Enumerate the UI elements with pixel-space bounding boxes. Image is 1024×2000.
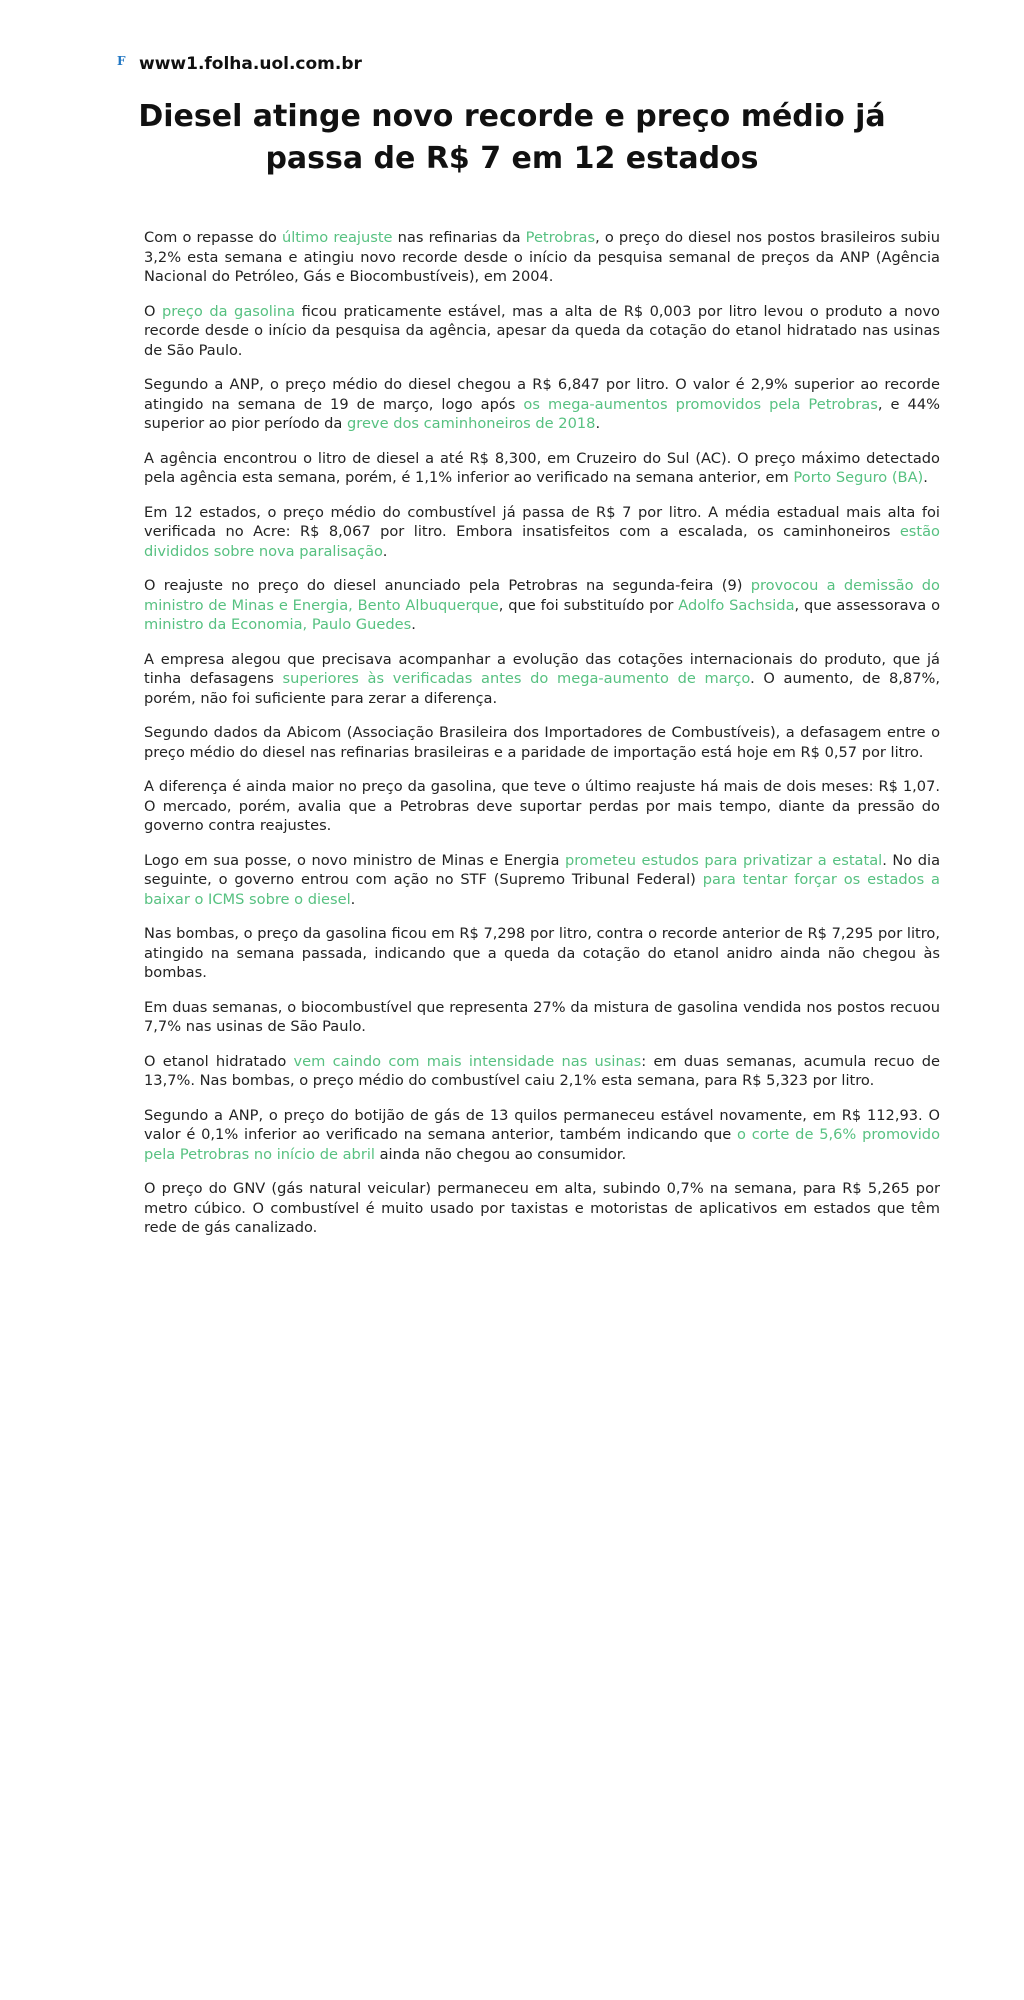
paragraph-text: Em 12 estados, o preço médio do combustível já passa de R$ 7 por litro. A média estadual mais alta foi verificada no Acre: R$ 8,067 por litro. Embora insatisfeitos com a escalada, os caminhoneiros <box>144 503 940 540</box>
paragraph-text: O <box>144 302 162 320</box>
paragraph-text: Segundo dados da Abicom (Associação Brasileira dos Importadores de Combustíveis), a defasagem entre o preço médio do diesel nas refinarias brasileiras e a paridade de importação está hoje em R$ 0,57 por litro. <box>144 724 940 761</box>
article-link[interactable]: greve dos caminhoneiros de 2018 <box>347 415 596 432</box>
paragraph-text: O reajuste no preço do diesel anunciado pela Petrobras na segunda-feira (9) <box>144 577 751 594</box>
article-paragraph <box>144 503 940 562</box>
paragraph-text: A empresa alegou que precisava acompanhar a evolução das cotações internacionais do produto, que já tinha defasagens <box>144 650 940 687</box>
paragraph-text: , que foi substituído por <box>498 596 679 614</box>
article-link[interactable]: Adolfo Sachsida <box>678 596 795 614</box>
paragraph-text: O preço do GNV (gás natural veicular) permaneceu em alta, subindo 0,7% na semana, para R$ 5,265 por metro cúbico. O combustível é muito usado por taxistas e motoristas de aplicativos em estados que têm rede de gás canalizado. <box>144 1180 940 1236</box>
article-paragraph <box>144 302 940 361</box>
article-paragraph <box>144 375 940 434</box>
paragraph-text: Com o repasse do <box>144 229 282 246</box>
paragraph-text: , e 44% superior ao pior período da <box>144 395 940 432</box>
paragraph-text: ainda não chegou ao consumidor. <box>374 1145 627 1163</box>
paragraph-text: , o preço do diesel nos postos brasileiros subiu 3,2% esta semana e atingiu novo recorde desde o início da pesquisa semanal de preços da ANP (Agência Nacional do Petróleo, Gás e Biocombustíveis), em 2004. <box>144 229 941 285</box>
article-paragraph <box>144 723 940 762</box>
paragraph-text: , que assessorava o <box>794 596 940 614</box>
paragraph-text: . <box>382 542 388 560</box>
paragraph-text: ficou praticamente estável, mas a alta de R$ 0,003 por litro levou o produto a novo recorde desde o início da pesquisa da agência, apesar da queda da cotação do etanol hidratado nas usinas de São Paulo. <box>144 302 940 359</box>
article-link[interactable]: Petrobras <box>525 229 596 246</box>
paragraph-text: Logo em sua posse, o novo ministro de Minas e Energia <box>144 851 565 869</box>
paragraph-text: A agência encontrou o litro de diesel a até R$ 8,300, em Cruzeiro do Sul (AC). O preço máximo detectado pela agência esta semana, porém, é 1,1% inferior ao verificado na semana anterior, em <box>144 449 940 486</box>
site-domain[interactable]: www1.folha.uol.com.br <box>139 54 362 74</box>
paragraph-text: . <box>411 616 416 633</box>
paragraph-text: Nas bombas, o preço da gasolina ficou em R$ 7,298 por litro, contra o recorde anterior de R$ 7,295 por litro, atingido na semana passada, indicando que a queda da cotação do etanol anidro ainda não chegou às bombas. <box>144 925 940 981</box>
folha-favicon-icon: F <box>117 54 126 68</box>
article-link[interactable]: os mega-aumentos promovidos pela Petrobras <box>523 395 878 413</box>
paragraph-text: Segundo a ANP, o preço médio do diesel chegou a R$ 6,847 por litro. O valor é 2,9% superior ao recorde atingido na semana de 19 de março, logo após <box>144 376 940 413</box>
paragraph-text: . <box>595 415 601 432</box>
paragraph-text: O etanol hidratado <box>144 1052 294 1070</box>
paragraph-text: A diferença é ainda maior no preço da gasolina, que teve o último reajuste há mais de dois meses: R$ 1,07. O mercado, porém, avalia que a Petrobras deve suportar perdas por mais tempo, diante da pressão do governo contra reajustes. <box>144 778 940 834</box>
article-link[interactable]: prometeu estudos para privatizar a estatal <box>564 851 883 869</box>
article-link[interactable]: ministro da Economia, Paulo Guedes <box>144 616 412 633</box>
article-link[interactable]: superiores às verificadas antes do mega-aumento de março <box>282 670 751 687</box>
article-link[interactable]: preço da gasolina <box>161 302 296 320</box>
article-paragraph <box>144 1106 940 1165</box>
paragraph-text: . No dia seguinte, o governo entrou com ação no STF (Supremo Tribunal Federal) <box>144 851 941 888</box>
article-title: Diesel atinge novo recorde e preço médio já passa de R$ 7 em 12 estados <box>138 99 886 176</box>
article-paragraph <box>144 924 940 983</box>
paragraph-text: . O aumento, de 8,87%, porém, não foi suficiente para zerar a diferença. <box>144 670 940 707</box>
article-paragraph <box>144 650 940 709</box>
article-paragraph <box>144 1052 940 1091</box>
article-paragraph <box>144 998 940 1037</box>
paragraph-text: . <box>923 469 928 486</box>
article-link[interactable]: para tentar forçar os estados a baixar o ICMS sobre o diesel <box>144 871 940 908</box>
article-link[interactable]: estão divididos sobre nova paralisação <box>144 523 940 560</box>
article-link[interactable]: último reajuste <box>281 229 393 246</box>
article-body <box>144 228 940 1253</box>
article-link[interactable]: vem caindo com mais intensidade nas usinas <box>293 1052 642 1070</box>
paragraph-text: : em duas semanas, acumula recuo de 13,7%. Nas bombas, o preço médio do combustível caiu 2,1% esta semana, para R$ 5,323 por litro. <box>144 1052 940 1089</box>
paragraph-text: nas refinarias da <box>392 229 526 246</box>
paragraph-text: Segundo a ANP, o preço do botijão de gás de 13 quilos permaneceu estável novamente, em R$ 112,93. O valor é 0,1% inferior ao verificado na semana anterior, também indicando que <box>144 1106 940 1143</box>
site-header <box>117 52 362 76</box>
article-paragraph <box>144 228 940 287</box>
article-paragraph <box>144 576 940 635</box>
article-paragraph <box>144 449 940 488</box>
article-paragraph <box>144 1179 940 1238</box>
paragraph-text: Em duas semanas, o biocombustível que representa 27% da mistura de gasolina vendida nos postos recuou 7,7% nas usinas de São Paulo. <box>144 998 940 1035</box>
article-link[interactable]: provocou a demissão do ministro de Minas e Energia, Bento Albuquerque <box>144 577 940 614</box>
article-paragraph <box>144 777 940 836</box>
article-link[interactable]: Porto Seguro (BA) <box>793 469 924 486</box>
paragraph-text: . <box>350 890 356 908</box>
article-link[interactable]: o corte de 5,6% promovido pela Petrobras no início de abril <box>144 1126 940 1163</box>
article-paragraph <box>144 851 940 910</box>
